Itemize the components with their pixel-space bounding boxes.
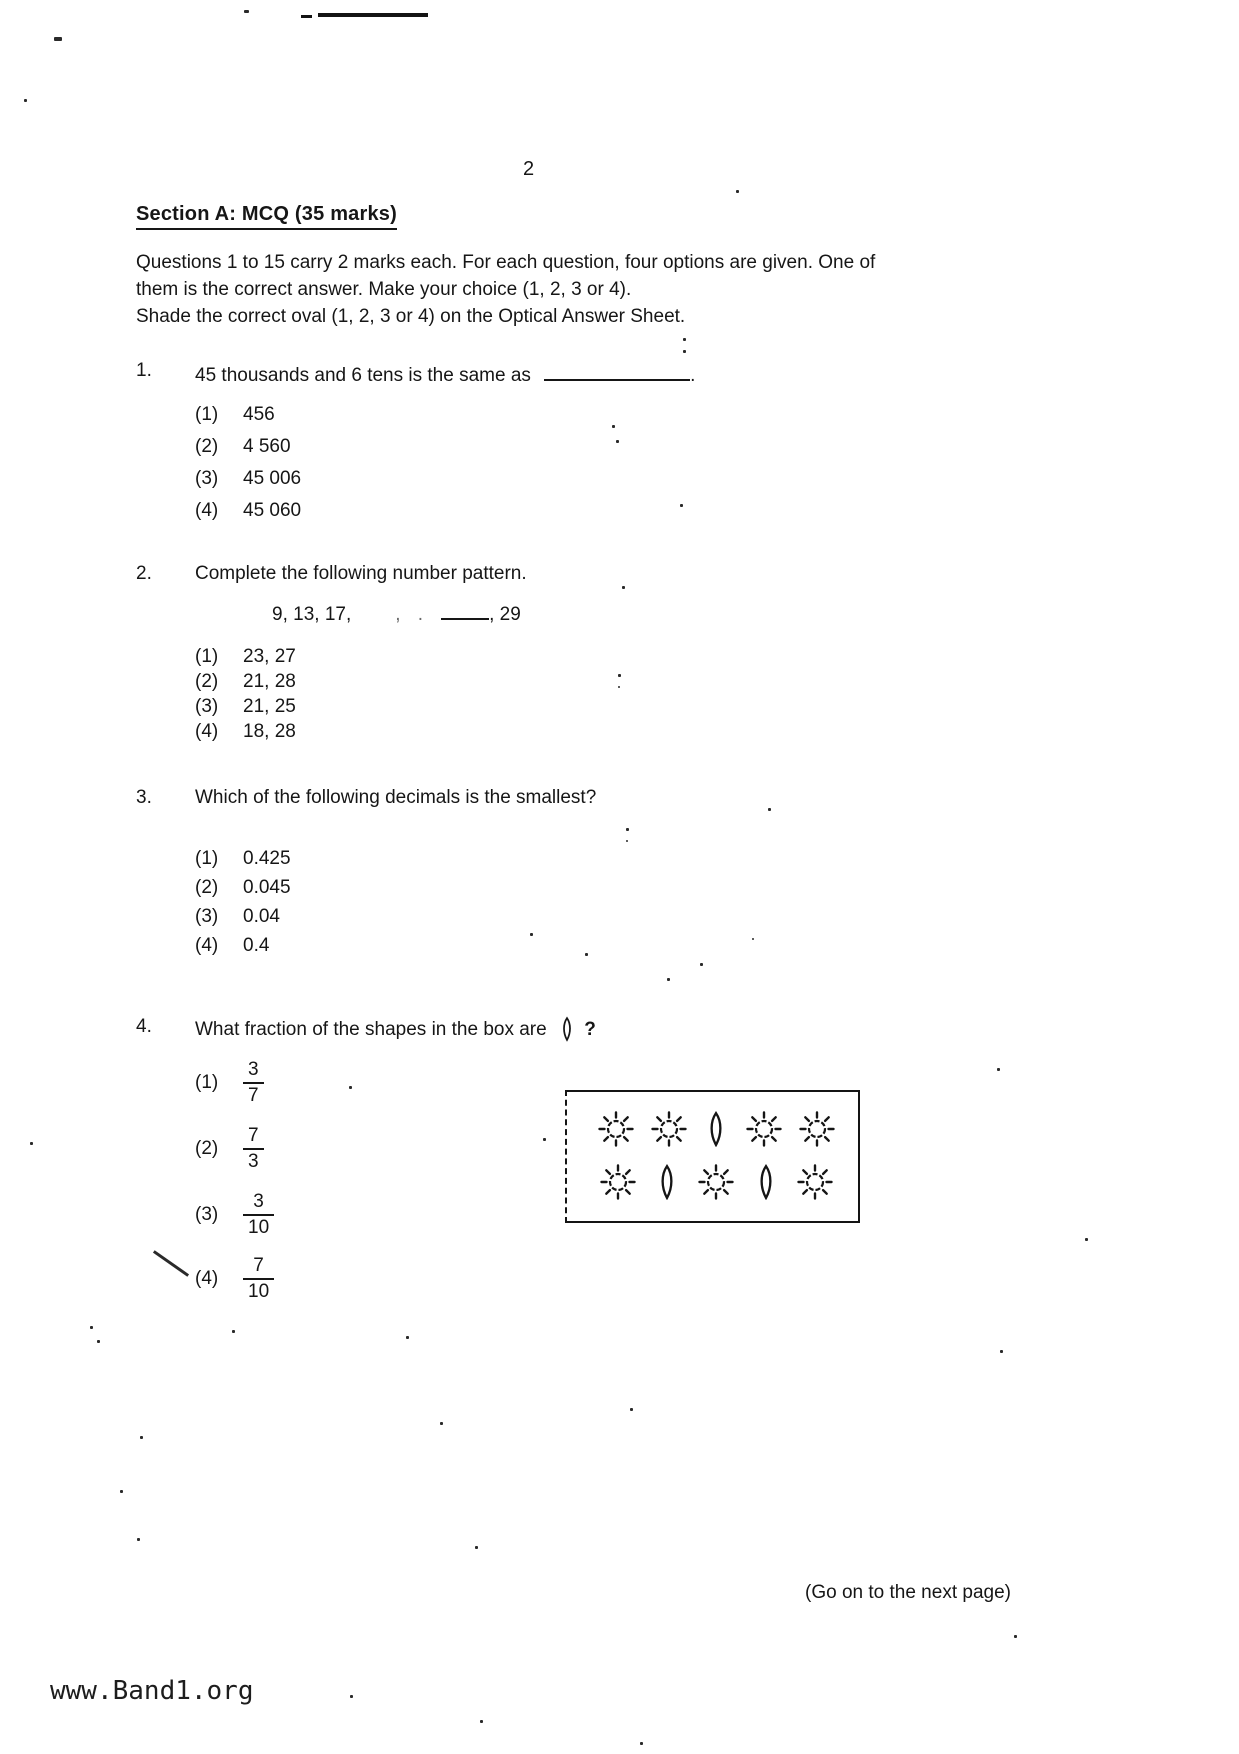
- fraction-denominator: 7: [243, 1082, 264, 1108]
- q3-option-4: [195, 935, 269, 957]
- fraction: [243, 1058, 264, 1108]
- scan-speck: [543, 1138, 546, 1141]
- option-value: 45 006: [243, 468, 302, 489]
- sun-icon: [746, 1111, 782, 1147]
- scan-speck: [1000, 1350, 1003, 1353]
- q3-option-3: [195, 906, 280, 928]
- option-label: (3): [195, 1204, 219, 1225]
- q2-option-2: [195, 671, 296, 693]
- option-value: 4 560: [243, 436, 291, 457]
- fraction: [243, 1124, 264, 1174]
- option-label: (1): [195, 646, 219, 667]
- pattern-blank: [441, 599, 489, 620]
- q2-number: 2.: [136, 563, 152, 584]
- scan-speck: [683, 350, 686, 353]
- go-on-next-page-note: (Go on to the next page): [805, 1582, 1011, 1603]
- option-label: (1): [195, 1072, 219, 1093]
- option-label: (1): [195, 404, 219, 425]
- scan-speck: [640, 1742, 643, 1745]
- option-label: (4): [195, 1268, 219, 1289]
- q4-text-body: What fraction of the shapes in the box are: [195, 1019, 547, 1040]
- option-label: (3): [195, 468, 219, 489]
- option-value: 45 060: [243, 500, 302, 521]
- scan-speck: [622, 586, 625, 589]
- q4-option-4: [195, 1254, 274, 1304]
- q4-option-3: [195, 1190, 274, 1240]
- instruction-line: Shade the correct oval (1, 2, 3 or 4) on the Optical Answer Sheet.: [136, 306, 686, 327]
- q1-option-2: [195, 436, 291, 458]
- scan-speck: [630, 1408, 633, 1411]
- q2-number-pattern: [272, 599, 521, 626]
- scan-speck: [667, 978, 670, 981]
- q1-text: [195, 360, 695, 387]
- scan-speck: [700, 963, 703, 966]
- scan-speck: [1014, 1635, 1017, 1638]
- scan-speck: [137, 1538, 140, 1541]
- leaf-icon: [704, 1111, 728, 1147]
- option-value: 0.425: [243, 848, 291, 869]
- q4-text: [195, 1016, 596, 1042]
- option-label: (4): [195, 721, 219, 742]
- leaf-icon: [754, 1164, 778, 1200]
- scan-speck: [232, 1330, 235, 1333]
- q2-text: Complete the following number pattern.: [195, 563, 527, 584]
- pattern-suffix: , 29: [489, 604, 521, 625]
- fraction: [243, 1190, 274, 1240]
- scan-speck: [736, 190, 739, 193]
- scan-speck: [626, 840, 628, 842]
- fraction-numerator: 3: [253, 1191, 264, 1212]
- option-value: 0.045: [243, 877, 291, 898]
- q1-text-suffix: .: [690, 365, 696, 386]
- option-value: 21, 28: [243, 671, 296, 692]
- scan-speck: [406, 1336, 409, 1339]
- scan-speck: [54, 37, 62, 41]
- q2-option-3: [195, 696, 296, 718]
- fraction-denominator: 10: [243, 1214, 274, 1240]
- q1-answer-blank: [544, 360, 690, 381]
- sun-icon: [600, 1164, 636, 1200]
- scan-dash: [301, 15, 312, 18]
- scan-speck: [683, 338, 686, 341]
- q3-number: 3.: [136, 787, 152, 808]
- scan-speck: [997, 1068, 1000, 1071]
- pencil-slash-mark: [153, 1250, 189, 1277]
- q1-option-4: [195, 500, 301, 522]
- scan-speck: [616, 440, 619, 443]
- option-label: (2): [195, 671, 219, 692]
- option-label: (1): [195, 848, 219, 869]
- sun-icon: [799, 1111, 835, 1147]
- option-label: (4): [195, 500, 219, 521]
- scan-speck: [618, 686, 620, 688]
- scan-speck: [349, 1086, 352, 1089]
- option-value: 456: [243, 404, 275, 425]
- q2-option-4: [195, 721, 296, 743]
- instruction-line: Questions 1 to 15 carry 2 marks each. For each question, four options are given. One of: [136, 252, 876, 273]
- scan-speck: [480, 1720, 483, 1723]
- sun-icon: [797, 1164, 833, 1200]
- option-value: 23, 27: [243, 646, 296, 667]
- sun-icon: [598, 1111, 634, 1147]
- scan-speck: [350, 1695, 353, 1698]
- fraction-numerator: 7: [248, 1125, 259, 1146]
- option-label: (3): [195, 696, 219, 717]
- q3-option-2: [195, 877, 291, 899]
- scan-speck: [768, 808, 771, 811]
- option-value: 0.4: [243, 935, 270, 956]
- instruction-line: them is the correct answer. Make your choice (1, 2, 3 or 4).: [136, 279, 632, 300]
- q1-text-body: 45 thousands and 6 tens is the same as: [195, 365, 531, 386]
- shapes-box-grid: [581, 1094, 852, 1217]
- fraction: [243, 1254, 274, 1304]
- pattern-prefix: 9, 13, 17,: [272, 604, 352, 625]
- scan-speck: [24, 99, 27, 102]
- option-label: (3): [195, 906, 219, 927]
- q1-option-1: [195, 404, 275, 426]
- section-heading: Section A: MCQ (35 marks): [136, 203, 397, 230]
- fraction-numerator: 3: [248, 1059, 259, 1080]
- scan-line: [318, 13, 428, 17]
- scan-speck: [30, 1142, 33, 1145]
- scan-speck: [140, 1436, 143, 1439]
- q4-text-suffix: ?: [584, 1019, 596, 1040]
- page-number: 2: [523, 158, 535, 180]
- q1-option-3: [195, 468, 301, 490]
- scan-speck: [618, 674, 621, 677]
- option-label: (2): [195, 1138, 219, 1159]
- scan-speck: [530, 933, 533, 936]
- q2-option-1: [195, 646, 296, 668]
- q4-option-1: [195, 1058, 264, 1108]
- shapes-box: [565, 1090, 860, 1223]
- section-instructions: [136, 249, 1076, 330]
- leaf-icon: [559, 1016, 575, 1042]
- sun-icon: [698, 1164, 734, 1200]
- scan-speck: [97, 1340, 100, 1343]
- option-label: (4): [195, 935, 219, 956]
- q4-option-2: [195, 1124, 264, 1174]
- q1-number: 1.: [136, 360, 152, 381]
- scan-speck: [475, 1546, 478, 1549]
- scan-speck: [680, 504, 683, 507]
- scan-speck: [440, 1422, 443, 1425]
- option-value: 21, 25: [243, 696, 296, 717]
- option-value: 18, 28: [243, 721, 296, 742]
- sun-icon: [651, 1111, 687, 1147]
- option-label: (2): [195, 877, 219, 898]
- option-value: 0.04: [243, 906, 280, 927]
- fraction-denominator: 3: [243, 1148, 264, 1174]
- option-label: (2): [195, 436, 219, 457]
- scan-speck: [120, 1490, 123, 1493]
- fraction-denominator: 10: [243, 1278, 274, 1304]
- watermark-url: www.Band1.org: [50, 1676, 254, 1706]
- scan-speck: [752, 938, 754, 940]
- scan-speck: [626, 828, 629, 831]
- fraction-numerator: 7: [253, 1255, 264, 1276]
- pattern-faint-marks: , .: [395, 604, 430, 625]
- q4-number: 4.: [136, 1016, 152, 1037]
- scan-speck: [585, 953, 588, 956]
- q3-option-1: [195, 848, 291, 870]
- scan-speck: [90, 1326, 93, 1329]
- scan-speck: [1085, 1238, 1088, 1241]
- q3-text: Which of the following decimals is the smallest?: [195, 787, 597, 808]
- leaf-icon: [655, 1164, 679, 1200]
- scan-speck: [612, 425, 615, 428]
- scan-speck: [244, 10, 249, 13]
